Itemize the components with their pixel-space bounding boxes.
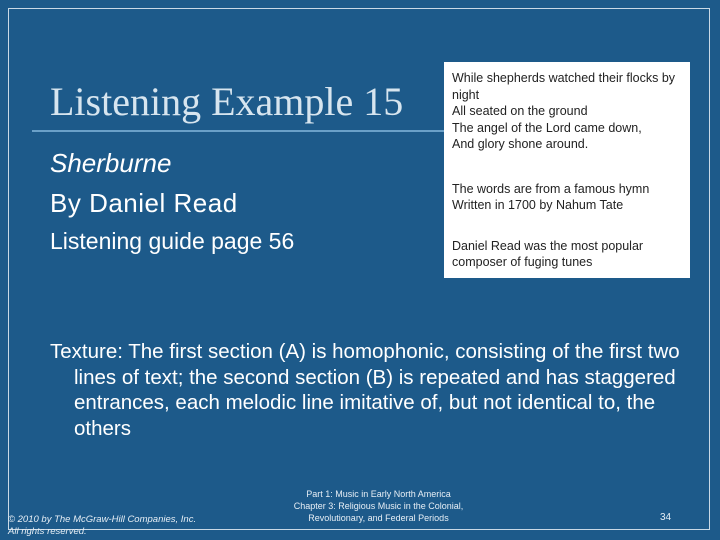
slide-title: Listening Example 15: [50, 79, 404, 124]
copyright-notice: [8, 514, 228, 538]
rights-line: All rights reserved.: [8, 526, 87, 537]
hymn-source-line: Written in 1700 by Nahum Tate: [452, 198, 624, 212]
hymn-text-line: The angel of the Lord came down,: [452, 120, 642, 135]
notes-box: [444, 62, 690, 278]
piece-title: Sherburne: [50, 148, 172, 178]
hymn-text: [452, 70, 682, 153]
title-underline: [32, 130, 452, 132]
chapter-info-line: Part 1: Music in Early North America: [306, 489, 451, 499]
chapter-info-line: Revolutionary, and Federal Periods: [308, 513, 449, 523]
page-number: 34: [660, 512, 672, 523]
chapter-info-line: Chapter 3: Religious Music in the Colonial,: [293, 501, 464, 511]
listening-guide-line: Listening guide page 56: [50, 228, 295, 254]
hymn-source-note: [452, 181, 682, 214]
copyright-line: © 2010 by The McGraw-Hill Companies, Inc.: [8, 514, 197, 525]
hymn-source-line: The words are from a famous hymn: [452, 181, 650, 196]
hymn-text-line: All seated on the ground: [452, 104, 588, 118]
composer-line: By Daniel Read: [50, 188, 238, 218]
hymn-text-line: While shepherds watched their flocks by night: [452, 71, 676, 102]
chapter-info: [266, 488, 491, 524]
composer-note: Daniel Read was the most popular composer of fuging tunes: [452, 238, 644, 269]
hymn-text-line: And glory shone around.: [452, 137, 589, 151]
texture-description: Texture: The first section (A) is homophonic, consisting of the first two lines of text; the second section (B) is repeated and has staggered entrances, each melodic line imitative of, but not identical to, the others: [50, 340, 680, 440]
